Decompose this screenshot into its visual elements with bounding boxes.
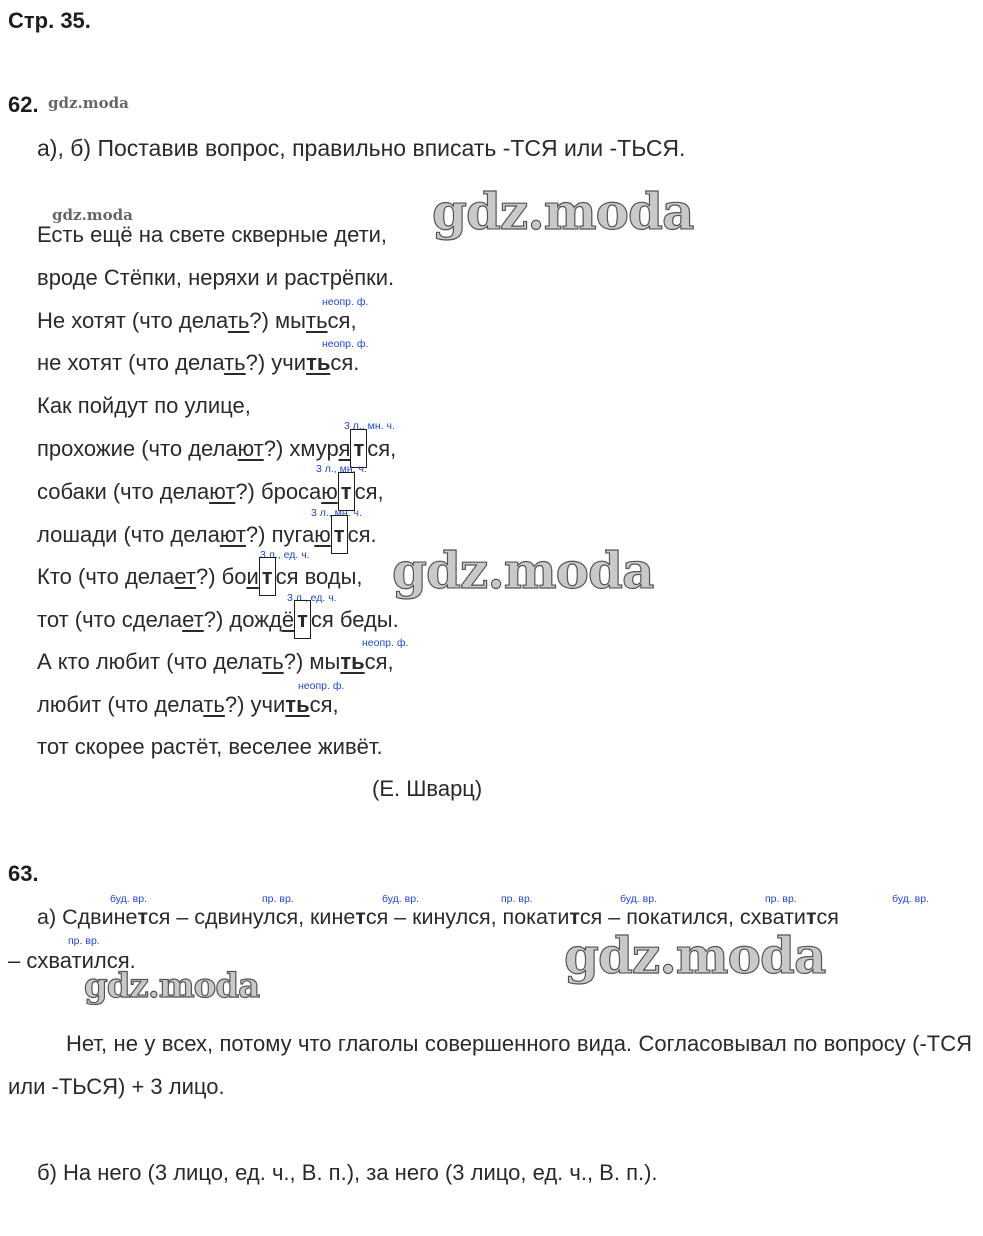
page-title: Стр. 35.: [8, 8, 91, 33]
grammar-note: буд. вр.: [620, 893, 657, 905]
grammar-note: буд. вр.: [892, 893, 929, 905]
grammar-note: пр. вр.: [262, 893, 294, 905]
poem-line: вроде Стёпки, неряхи и растрёпки.: [37, 265, 395, 290]
watermark-small: gdz.moda: [52, 206, 133, 224]
grammar-note: пр. вр.: [765, 893, 797, 905]
poem-line: не хотят (что делать?) учиться.: [37, 350, 360, 375]
poem-line: Не хотят (что делать?) мыться,: [37, 308, 357, 333]
grammar-note: пр. вр.: [68, 935, 100, 947]
grammar-note: неопр. ф.: [322, 296, 369, 308]
poem-line: тот (что сделает?) дождё т ся беды.: [37, 607, 399, 633]
grammar-note: 3 л., ед. ч.: [287, 592, 337, 604]
watermark-large: gdz.moda: [432, 182, 694, 241]
poem-line: лошади (что делают?) пугаю т ся.: [37, 522, 377, 548]
grammar-note: буд. вр.: [382, 893, 419, 905]
grammar-note: 3 л., мн. ч.: [344, 420, 395, 432]
exercise-63-a: а) Сдвинется – сдвинулся, кинется – кинулся, покатится – покатился, схватится: [37, 905, 839, 929]
exercise-62-number: 62.: [8, 92, 39, 117]
exercise-63-number: 63.: [8, 861, 39, 886]
watermark-medium: gdz.moda: [84, 966, 260, 1006]
poem-line: Как пойдут по улице,: [37, 393, 251, 418]
grammar-note: 3 л., мн. ч.: [311, 507, 362, 519]
exercise-63-answer: Нет, не у всех, потому что глаголы совершенного вида. Согласовывал по вопросу (-ТСЯ или -ТЬСЯ) + 3 лицо.: [8, 1031, 972, 1099]
watermark-large: gdz.moda: [392, 541, 654, 600]
grammar-note: неопр. ф.: [322, 338, 369, 350]
grammar-note: неопр. ф.: [362, 637, 409, 649]
exercise-62-task: а), б) Поставив вопрос, правильно вписать -ТСЯ или -ТЬСЯ.: [37, 135, 686, 161]
poem-line: Кто (что делает?) бои т ся воды,: [37, 564, 363, 590]
grammar-note: пр. вр.: [501, 893, 533, 905]
watermark-large: gdz.moda: [564, 926, 826, 985]
poem-line: Есть ещё на свете скверные дети,: [37, 222, 388, 247]
exercise-63-a-continued: – схватился.: [8, 948, 136, 973]
grammar-note: 3 л., ед. ч.: [260, 549, 310, 561]
watermark-small: gdz.moda: [48, 94, 129, 112]
poem-line: прохожие (что делают?) хмуря т ся,: [37, 436, 396, 462]
poem-line: собаки (что делают?) бросаю т ся,: [37, 479, 384, 505]
poem-author: (Е. Шварц): [372, 776, 483, 801]
grammar-note: неопр. ф.: [298, 680, 345, 692]
grammar-note: 3 л., мн. ч.: [316, 463, 367, 475]
poem-line: любит (что делать?) учиться,: [37, 692, 339, 717]
grammar-note: буд. вр.: [110, 893, 147, 905]
exercise-63-b: б) На него (3 лицо, ед. ч., В. п.), за него (3 лицо, ед. ч., В. п.).: [37, 1160, 658, 1185]
poem-line: А кто любит (что делать?) мыться,: [37, 649, 394, 674]
poem-line: тот скорее растёт, веселее живёт.: [37, 734, 383, 759]
